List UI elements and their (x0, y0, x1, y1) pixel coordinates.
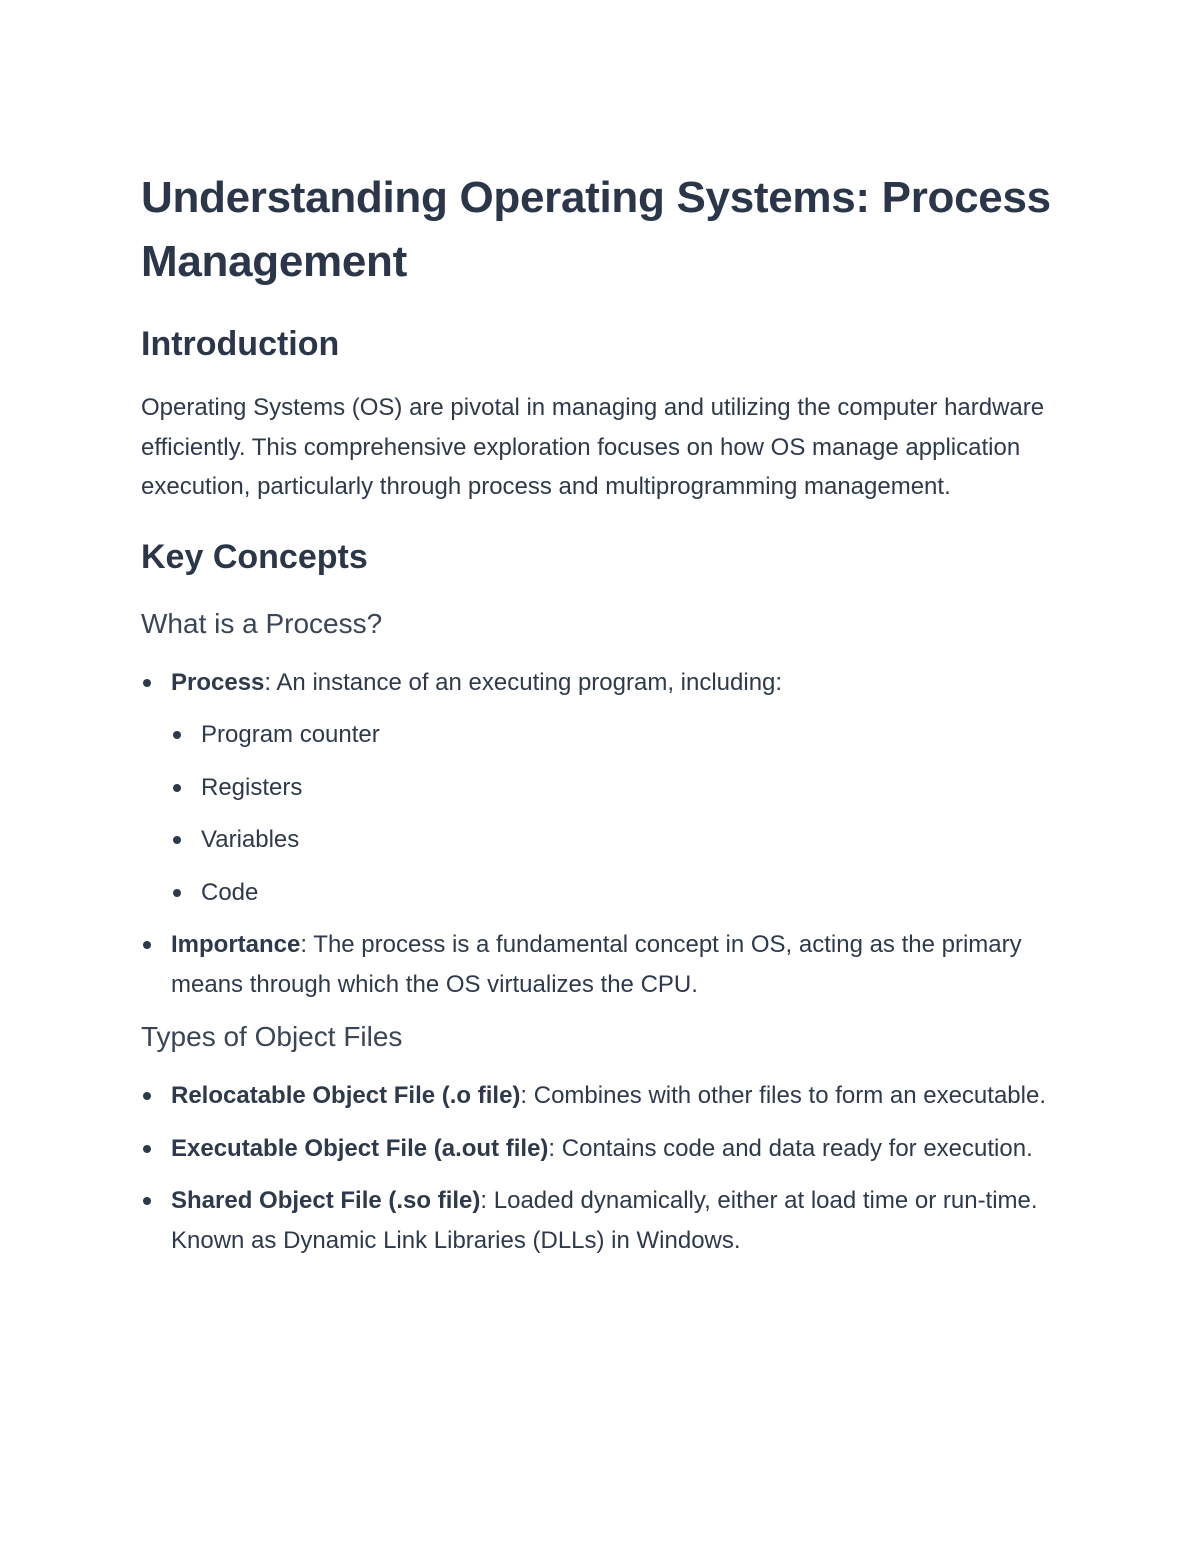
list-item (141, 1129, 1071, 1169)
list-item-term: Importance (171, 931, 301, 958)
bullet-icon (143, 941, 151, 949)
list-item-term: Executable Object File (a.out file) (171, 1134, 549, 1162)
bullet-icon (143, 1145, 151, 1153)
sub-list-item-text: Registers (201, 773, 303, 801)
document-page (141, 166, 1071, 1260)
bullet-icon (143, 679, 151, 687)
bullet-icon (173, 836, 181, 844)
sub-list-item-text: Variables (201, 826, 300, 853)
key-concepts-heading: Key Concepts (141, 537, 368, 576)
bullet-icon (143, 1197, 151, 1205)
list-item-text: : Contains code and data ready for execution. (548, 1134, 1033, 1162)
sub-list-item-text: Program counter (201, 721, 380, 748)
object-files-heading: Types of Object Files (141, 1021, 403, 1052)
list-item-term: Relocatable Object File (.o file) (171, 1082, 521, 1109)
process-section-heading: What is a Process? (141, 607, 383, 639)
bullet-icon (173, 731, 181, 739)
list-item-text: : Loaded dynamically, either at load time or run-time. Known as Dynamic Link Libraries (DLLs) in Windows. (171, 1187, 1038, 1254)
sub-list-item (171, 873, 1071, 913)
page-title: Understanding Operating Systems: Process Management (141, 173, 1051, 286)
list-item (141, 1076, 1071, 1116)
introduction-heading: Introduction (141, 325, 340, 363)
introduction-paragraph: Operating Systems (OS) are pivotal in managing and utilizing the computer hardware efficiently. This comprehensive exploration focuses on how OS manage application execution, particularly through process and multiprogramming management. (141, 394, 1045, 500)
sub-list-item (171, 820, 1071, 860)
list-item-text: : An instance of an executing program, including: (264, 668, 783, 696)
sub-list-item (171, 768, 1071, 808)
bullet-icon (173, 889, 181, 897)
list-item (141, 663, 1071, 913)
sub-list-item-text: Code (201, 878, 259, 906)
sub-list-item (171, 715, 1071, 755)
process-list (141, 663, 1071, 1005)
list-item (141, 1181, 1071, 1260)
list-item (141, 925, 1071, 1004)
bullet-icon (173, 784, 181, 792)
object-files-list (141, 1076, 1071, 1260)
list-item-text: : The process is a fundamental concept in OS, acting as the primary means through which the OS virtualizes the CPU. (171, 931, 1022, 998)
process-components-list (171, 715, 1071, 912)
bullet-icon (143, 1092, 151, 1100)
list-item-text: : Combines with other files to form an executable. (520, 1082, 1046, 1109)
list-item-term: Process (171, 668, 265, 696)
list-item-term: Shared Object File (.so file) (171, 1187, 481, 1214)
